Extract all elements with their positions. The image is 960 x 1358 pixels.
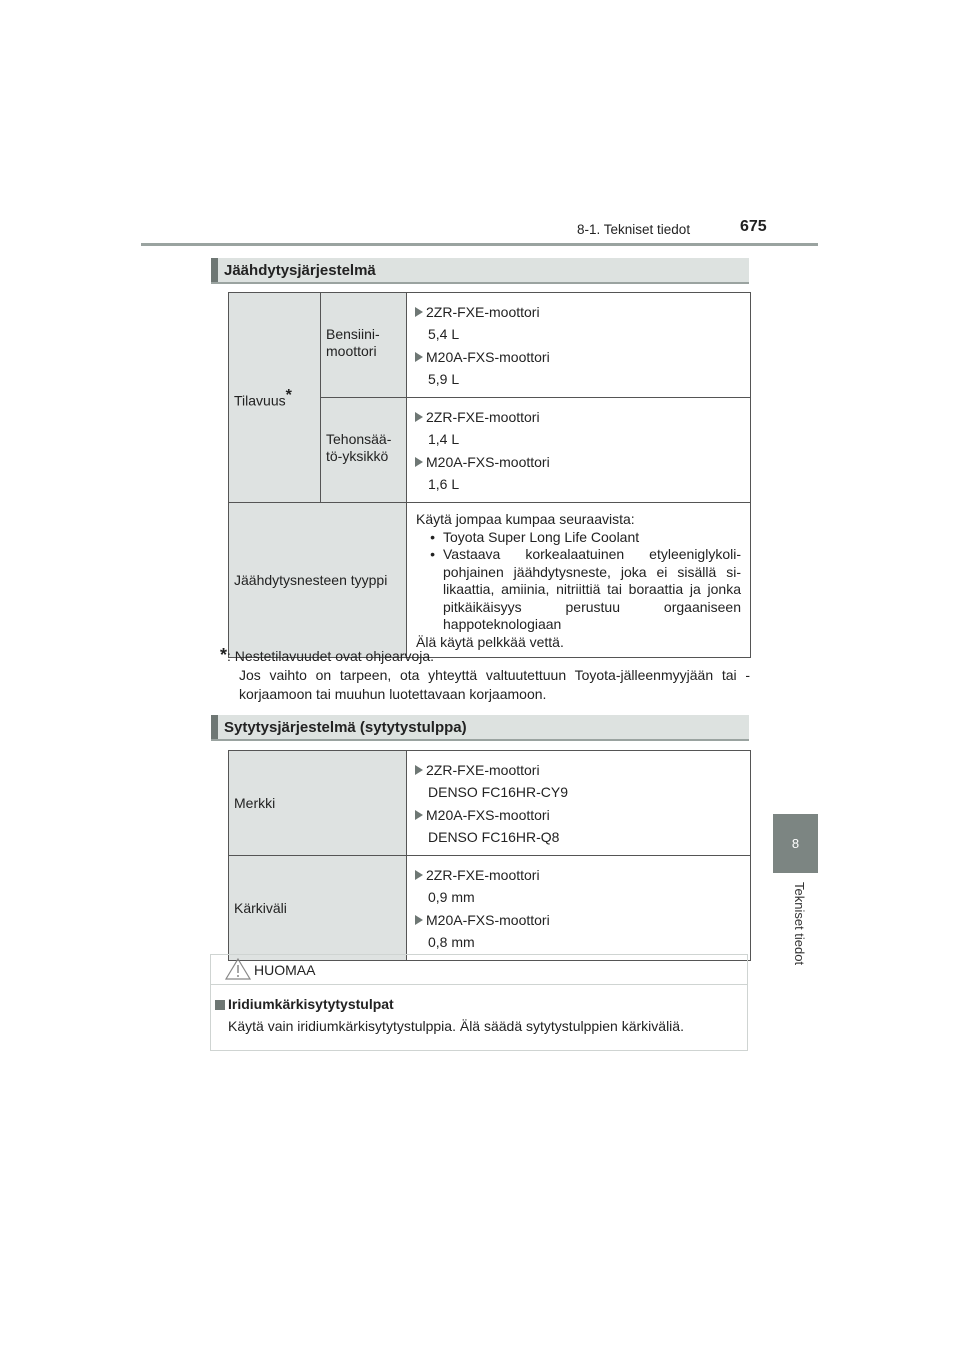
section-title: 8-1. Tekniset tiedot bbox=[577, 222, 691, 237]
engine-item: 2ZR-FXE-moottori bbox=[416, 759, 741, 781]
ignition-section-title: Sytytysjärjestelmä (sytytystulppa) bbox=[224, 719, 467, 736]
gasoline-values-cell bbox=[407, 293, 751, 398]
power-values-cell bbox=[407, 398, 751, 503]
capacity-value: 1,4 L bbox=[428, 431, 460, 447]
engine-item: M20A-FXS-moottori bbox=[416, 909, 741, 931]
bullet-dot-icon: • bbox=[430, 546, 435, 562]
capacity-label: Tilavuus bbox=[234, 392, 286, 409]
page-number: 675 bbox=[740, 218, 767, 235]
coolant-type-label-cell bbox=[229, 503, 407, 658]
ignition-table bbox=[228, 750, 751, 961]
engine-item: 2ZR-FXE-moottori bbox=[416, 301, 741, 323]
section-marker bbox=[211, 715, 218, 739]
list-item: • Toyota Super Long Life Coolant bbox=[416, 529, 741, 547]
gap-label: Kärkiväli bbox=[234, 900, 287, 916]
triangle-bullet-icon bbox=[415, 870, 423, 880]
gap-value: 0,8 mm bbox=[428, 934, 475, 950]
capacity-value: 1,6 L bbox=[428, 476, 460, 492]
notice-box bbox=[210, 954, 748, 1051]
footnote-mark: * bbox=[285, 386, 292, 404]
brand-label: Merkki bbox=[234, 795, 276, 811]
square-bullet-icon bbox=[215, 1000, 225, 1010]
triangle-bullet-icon bbox=[415, 915, 423, 925]
chapter-tab[interactable] bbox=[773, 814, 818, 873]
coolant-type-cell bbox=[407, 503, 751, 658]
gap-values-cell bbox=[407, 856, 751, 961]
cooling-table bbox=[228, 292, 751, 658]
triangle-bullet-icon bbox=[415, 352, 423, 362]
brand-label-cell bbox=[229, 751, 407, 856]
notice-title: HUOMAA bbox=[254, 962, 316, 978]
spark-plug-value: DENSO FC16HR-Q8 bbox=[428, 829, 560, 845]
ignition-section-header bbox=[211, 715, 749, 741]
warning-icon bbox=[225, 958, 251, 980]
footnote-line: Jos vaihto on tarpeen, ota yhteyttä valtuutettuun Toyota-jälleenmyyjään tai -korjaamoon tai muuhun luotettavaan korjaamoon. bbox=[239, 667, 750, 702]
section-marker bbox=[211, 258, 218, 282]
triangle-bullet-icon bbox=[415, 457, 423, 467]
footnote-line: : Nestetilavuudet ovat ohjearvoja. bbox=[227, 648, 435, 664]
capacity-value: 5,4 L bbox=[428, 326, 460, 342]
engine-item: M20A-FXS-moottori bbox=[416, 451, 741, 473]
cooling-section-header bbox=[211, 258, 749, 284]
triangle-bullet-icon bbox=[415, 307, 423, 317]
capacity-label-cell bbox=[229, 293, 321, 503]
bullet-dot-icon: • bbox=[430, 528, 435, 545]
table-row bbox=[229, 856, 751, 961]
gap-value: 0,9 mm bbox=[428, 889, 475, 905]
power-unit-label: Tehonsää- tö-yksikkö bbox=[326, 431, 392, 464]
list-item: • Vastaava korkealaatuinen etyleeniglykoli-pohjainen jäähdytysneste, joka ei sisällä si-likaattia, amiinia, nitriittiä tai boraattia ja jonka pitkäikäisyys perustuu orgaaniseen happoteknologiaan bbox=[416, 546, 741, 634]
power-unit-label-cell bbox=[321, 398, 407, 503]
gasoline-engine-label: Bensiini- moottori bbox=[326, 326, 380, 359]
capacity-footnote bbox=[222, 646, 750, 704]
engine-item: M20A-FXS-moottori bbox=[416, 804, 741, 826]
engine-item: 2ZR-FXE-moottori bbox=[416, 864, 741, 886]
cooling-section-title: Jäähdytysjärjestelmä bbox=[224, 262, 376, 279]
footnote-mark: * bbox=[220, 645, 228, 665]
chapter-number: 8 bbox=[791, 836, 800, 851]
notice-header bbox=[211, 955, 747, 985]
header-divider bbox=[141, 243, 818, 246]
triangle-bullet-icon bbox=[415, 412, 423, 422]
coolant-type-label: Jäähdytysnesteen tyyppi bbox=[234, 572, 388, 588]
gasoline-engine-label-cell bbox=[321, 293, 407, 398]
brand-values-cell bbox=[407, 751, 751, 856]
engine-item: M20A-FXS-moottori bbox=[416, 346, 741, 368]
table-row bbox=[229, 503, 751, 658]
table-row bbox=[229, 751, 751, 856]
chapter-label: Tekniset tiedot bbox=[792, 882, 807, 966]
triangle-bullet-icon bbox=[415, 765, 423, 775]
gap-label-cell bbox=[229, 856, 407, 961]
triangle-bullet-icon bbox=[415, 810, 423, 820]
notice-body: Käytä vain iridiumkärkisytytystulppia. Älä säädä sytytystulppien kärkiväliä. bbox=[228, 1018, 684, 1034]
table-row bbox=[229, 293, 751, 398]
coolant-outro: Älä käytä pelkkää vettä. bbox=[416, 633, 564, 650]
spark-plug-value: DENSO FC16HR-CY9 bbox=[428, 784, 569, 800]
capacity-value: 5,9 L bbox=[428, 371, 460, 387]
engine-item: 2ZR-FXE-moottori bbox=[416, 406, 741, 428]
coolant-intro: Käytä jompaa kumpaa seuraavista: bbox=[416, 511, 635, 527]
notice-subtitle: Iridiumkärkisytytystulpat bbox=[228, 996, 394, 1012]
